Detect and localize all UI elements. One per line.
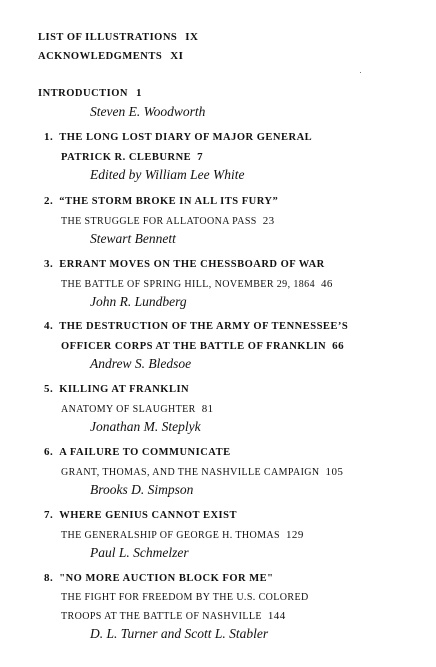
- chapter-number: 6.: [44, 446, 54, 458]
- chapter-4-author: Andrew S. Bledsoe: [90, 356, 192, 371]
- chapter-number: 1.: [44, 131, 54, 143]
- scan-speck: [360, 72, 361, 73]
- toc-page-number: 105: [325, 466, 344, 478]
- chapter-7-title: 7. WHERE GENIUS CANNOT EXIST: [44, 509, 237, 521]
- toc-entry-label: INTRODUCTION: [38, 88, 129, 99]
- toc-page-number: 144: [267, 610, 286, 622]
- toc-page-number: 129: [286, 529, 304, 541]
- chapter-6-author: Brooks D. Simpson: [90, 482, 194, 497]
- chapter-number: 2.: [44, 195, 54, 207]
- chapter-3-subtitle: THE BATTLE OF SPRING HILL, NOVEMBER 29, 1864 46: [61, 278, 333, 290]
- chapter-6-title: 6. A FAILURE TO COMMUNICATE: [44, 446, 231, 458]
- toc-entry-illustrations: [38, 31, 199, 43]
- chapter-1-title-line2: PATRICK R. CLEBURNE 7: [61, 151, 204, 163]
- chapter-2-title: 2. “THE STORM BROKE IN ALL ITS FURY”: [44, 195, 279, 207]
- chapter-5-subtitle: ANATOMY OF SLAUGHTER 81: [61, 403, 214, 415]
- toc-page-number: 46: [321, 278, 333, 290]
- chapter-2-author: Stewart Bennett: [90, 231, 176, 246]
- toc-entry-label: LIST OF ILLUSTRATIONS: [38, 32, 178, 43]
- toc-page-number: 7: [197, 151, 204, 163]
- chapter-6-subtitle: GRANT, THOMAS, AND THE NASHVILLE CAMPAIGN 105: [61, 466, 344, 478]
- chapter-7-author: Paul L. Schmelzer: [90, 545, 189, 560]
- chapter-5-title: 5. KILLING AT FRANKLIN: [44, 383, 190, 395]
- toc-author: Steven E. Woodworth: [90, 104, 206, 119]
- chapter-5-author: Jonathan M. Steplyk: [90, 419, 201, 434]
- toc-entry-introduction: [38, 87, 142, 99]
- chapter-8-subtitle-line2: TROOPS AT THE BATTLE OF NASHVILLE 144: [61, 610, 286, 622]
- chapter-7-subtitle: THE GENERALSHIP OF GEORGE H. THOMAS 129: [61, 529, 304, 541]
- toc-page-number: 81: [201, 403, 214, 415]
- chapter-number: 3.: [44, 258, 54, 270]
- chapter-number: 8.: [44, 572, 54, 584]
- chapter-1-title-line1: 1. THE LONG LOST DIARY OF MAJOR GENERAL: [44, 131, 313, 143]
- chapter-number: 7.: [44, 509, 54, 521]
- chapter-4-title-line2: OFFICER CORPS AT THE BATTLE OF FRANKLIN 66: [61, 340, 345, 352]
- chapter-3-author: John R. Lundberg: [90, 294, 187, 309]
- toc-entry-acknowledgments: [38, 50, 183, 62]
- chapter-1-author: Edited by William Lee White: [90, 167, 245, 182]
- chapter-3-title: 3. ERRANT MOVES ON THE CHESSBOARD OF WAR: [44, 258, 325, 270]
- toc-page-number: XI: [170, 50, 184, 62]
- chapter-8-subtitle-line1: THE FIGHT FOR FREEDOM BY THE U.S. COLORED: [61, 592, 309, 603]
- toc-page-number: 66: [332, 340, 345, 352]
- chapter-8-title: 8. "NO MORE AUCTION BLOCK FOR ME": [44, 572, 274, 584]
- chapter-number: 4.: [44, 320, 54, 332]
- toc-page-number: 1: [136, 87, 143, 99]
- chapter-4-title-line1: 4. THE DESTRUCTION OF THE ARMY OF TENNESSEE’S: [44, 320, 349, 332]
- toc-page-number: IX: [185, 31, 199, 43]
- chapter-number: 5.: [44, 383, 54, 395]
- toc-page-number: 23: [262, 215, 275, 227]
- chapter-2-subtitle: THE STRUGGLE FOR ALLATOONA PASS 23: [61, 215, 275, 227]
- toc-entry-label: ACKNOWLEDGMENTS: [38, 51, 163, 62]
- chapter-8-author: D. L. Turner and Scott L. Stabler: [90, 626, 269, 641]
